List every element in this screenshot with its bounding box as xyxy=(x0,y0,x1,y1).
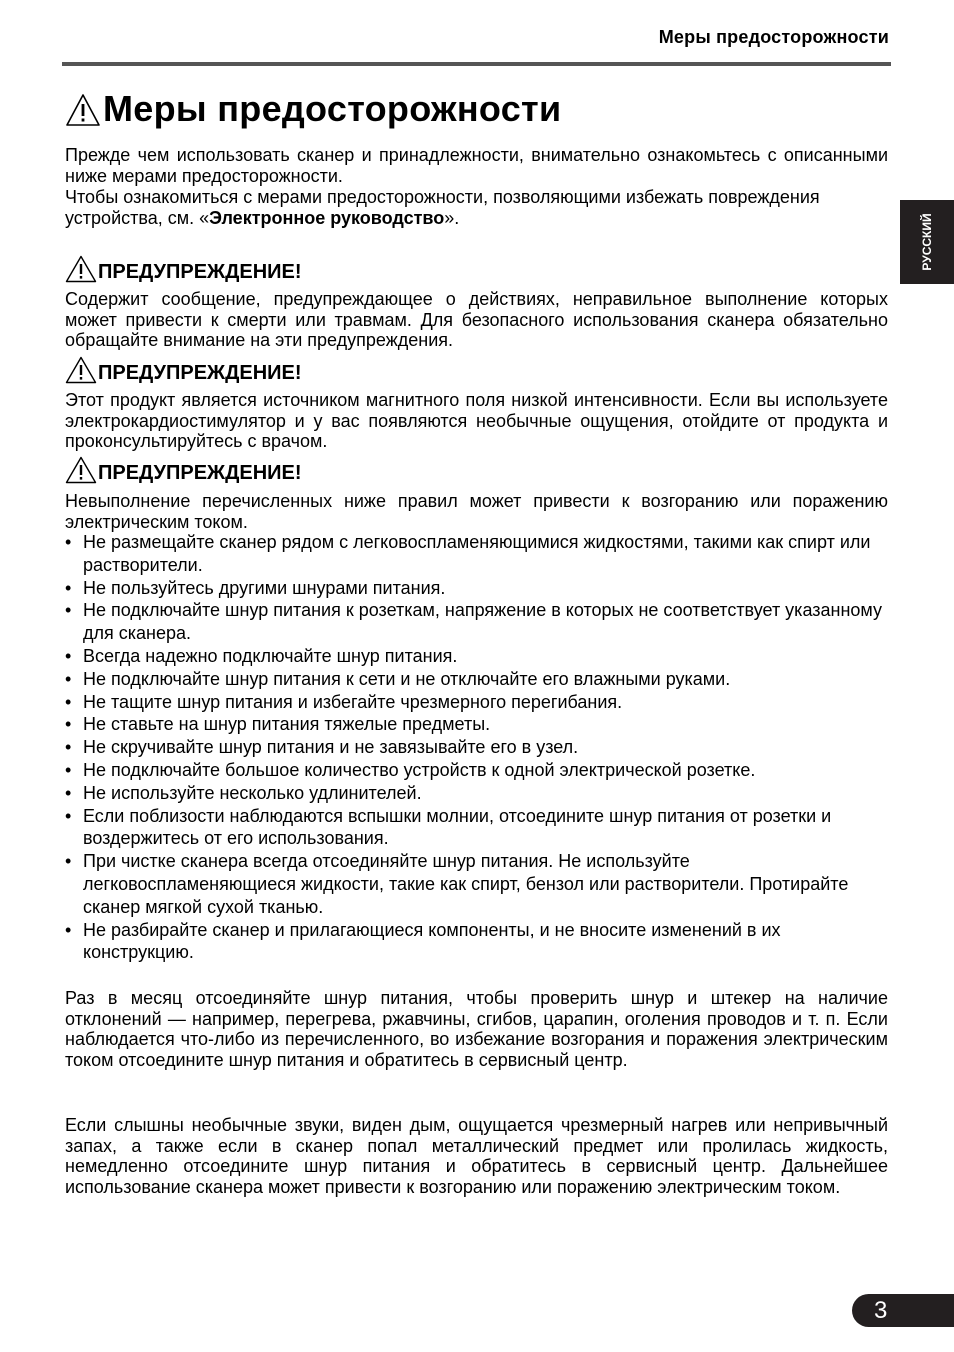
electronic-manual-reference: Электронное руководство xyxy=(209,207,445,228)
page-number: 3 xyxy=(874,1297,888,1324)
list-item: • Не пользуйтесь другими шнурами питания. xyxy=(65,577,888,600)
intro-paragraph-1: Прежде чем использовать сканер и принадлежности, внимательно ознакомьтесь с описанными ниже мерами предосторожности. xyxy=(65,145,888,186)
running-header-title: Меры предосторожности xyxy=(658,27,889,47)
list-item: • Не подключайте шнур питания к сети и не отключайте его влажными руками. xyxy=(65,668,888,691)
warning-label: ПРЕДУПРЕЖДЕНИЕ! xyxy=(98,362,302,384)
list-item: • Не ставьте на шнур питания тяжелые предметы. xyxy=(65,713,888,736)
language-tab xyxy=(900,200,954,284)
list-item: • При чистке сканера всегда отсоединяйте шнур питания. Не используйте легковоспламеняющиеся жидкости, такие как спирт, бензол или растворители. Протирайте сканер мягкой сухой тканью. xyxy=(65,850,888,918)
monthly-check-paragraph: Раз в месяц отсоединяйте шнур питания, чтобы проверить шнур и штекер на наличие отклонений — например, перегрева, ржавчины, сгибов, царапин, оголения проводов и т. п. Если наблюдается что-либо из перечисленного, во избежание возгорания и поражения электрическим током отсоедините шнур питания и обратитесь в сервисный центр. xyxy=(65,988,888,1070)
list-item: • Не тащите шнур питания и избегайте чрезмерного перегибания. xyxy=(65,691,888,714)
page-title: Меры предосторожности xyxy=(103,88,562,129)
intro-paragraph-2-end: ». xyxy=(444,207,460,228)
list-item: • Не подключайте шнур питания к розеткам, напряжение в которых не соответствует указанному для сканера. xyxy=(65,599,888,645)
intro-paragraph-2 xyxy=(65,187,888,228)
list-item: • Не размещайте сканер рядом с легковоспламеняющимися жидкостями, такими как спирт или растворители. xyxy=(65,531,888,577)
warning-triangle-icon xyxy=(65,456,97,484)
list-item: • Не скручивайте шнур питания и не завязывайте его в узел. xyxy=(65,736,888,759)
intro-paragraph-2-text: Чтобы ознакомиться с мерами предосторожности, позволяющими избежать повреждения устройства, см. « xyxy=(65,187,820,228)
warning-text-3: Невыполнение перечисленных ниже правил может привести к возгоранию или поражению электрическим током. xyxy=(65,491,888,532)
list-item: • Не разбирайте сканер и прилагающиеся компоненты, и не вносите изменений в их конструкцию. xyxy=(65,919,888,965)
warning-triangle-icon xyxy=(65,356,97,384)
emergency-paragraph: Если слышны необычные звуки, виден дым, ощущается чрезмерный нагрев или непривычный запах, а также если в сканер попал металлический предмет или пролилась жидкость, немедленно отсоедините шнур питания и обратитесь в сервисный центр. Дальнейшее использование сканера может привести к возгоранию или поражению электрическим током. xyxy=(65,1115,888,1197)
warning-triangle-icon xyxy=(65,255,97,283)
page-number-tab xyxy=(852,1294,954,1327)
list-item: • Не подключайте большое количество устройств к одной электрической розетке. xyxy=(65,759,888,782)
warning-text-2: Этот продукт является источником магнитного поля низкой интенсивности. Если вы используете электрокардиостимулятор и у вас появляются необычные ощущения, отойдите от продукта и проконсультируйтесь с врачом. xyxy=(65,390,888,451)
list-item: • Не используйте несколько удлинителей. xyxy=(65,782,888,805)
warning-heading-2 xyxy=(65,356,302,384)
warning-text-1: Содержит сообщение, предупреждающее о действиях, неправильное выполнение которых может привести к смерти или травмам. Для безопасного использования сканера обязательно обращайте внимание на эти предупреждения. xyxy=(65,289,888,350)
warning-triangle-icon xyxy=(65,93,101,127)
warning-heading-1 xyxy=(65,255,302,283)
safety-rules-list xyxy=(65,531,888,964)
list-item: • Если поблизости наблюдаются вспышки молнии, отсоедините шнур питания от розетки и воздержитесь от его использования. xyxy=(65,805,888,851)
page-heading xyxy=(65,88,561,130)
header-rule xyxy=(62,62,891,66)
warning-label: ПРЕДУПРЕЖДЕНИЕ! xyxy=(98,462,302,484)
warning-label: ПРЕДУПРЕЖДЕНИЕ! xyxy=(98,261,302,283)
language-tab-label: РУССКИЙ xyxy=(920,213,934,271)
warning-heading-3 xyxy=(65,456,302,484)
list-item: • Всегда надежно подключайте шнур питания. xyxy=(65,645,888,668)
